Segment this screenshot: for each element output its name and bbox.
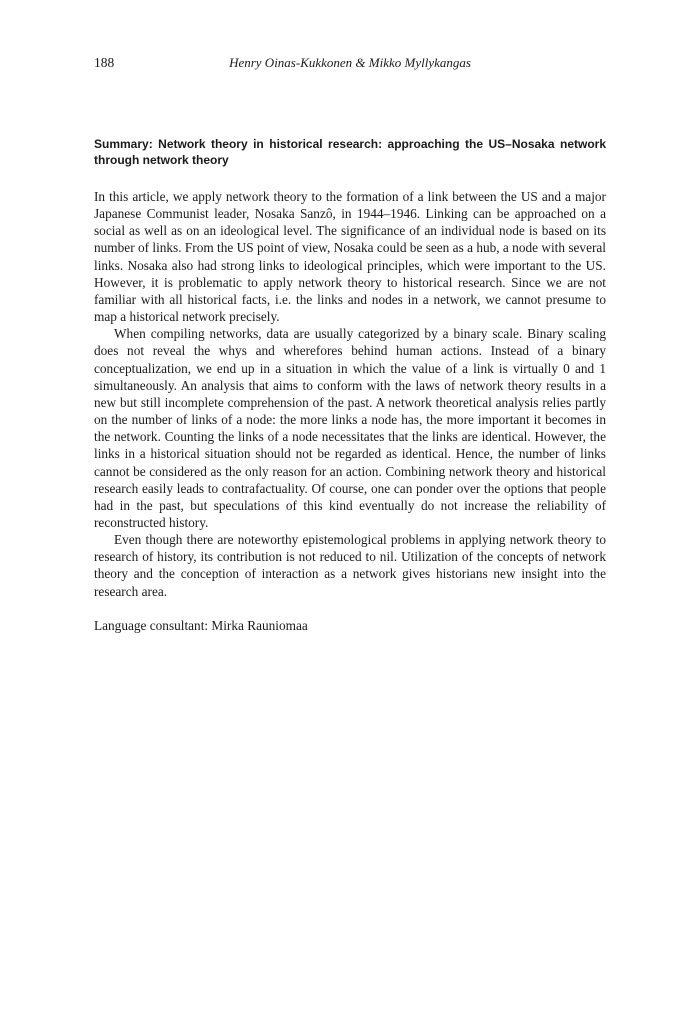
summary-paragraph-1: In this article, we apply network theory to the formation of a link between the US and a major Japanese Communist leader, Nosaka Sanzô, in 1944–1946. Linking can be approached on a social as well as on an ideological level. The significance of an individual node is based on its number of links. From the US point of view, Nosaka could be seen as a hub, a node with several links. Nosaka also had strong links to ideological principles, which were important to the US. However, it is problematic to apply network theory to historical research. Since we are not familiar with all historical facts, i.e. the links and nodes in a network, we cannot presume to map a historical network precisely.: [94, 189, 606, 325]
language-consultant-note: Language consultant: Mirka Rauniomaa: [94, 618, 308, 633]
summary-paragraph-2: When compiling networks, data are usually categorized by a binary scale. Binary scaling does not reveal the whys and wherefores behind human actions. Instead of a binary conceptualization, we end up in a situation in which the value of a link is virtually 0 and 1 simultaneously. An analysis that aims to conform with the laws of network theory results in a new but still incomplete comprehension of the past. A network theoretical analysis relies partly on the number of links of a node: the more links a node has, the more important it becomes in the network. Counting the links of a node necessitates that the links are identical. However, the links in a historical situation should not be regarded as identical. Hence, the number of links cannot be considered as the only reason for an action. Combining network theory and historical research easily leads to contrafactuality. Of course, one can ponder over the options that people had in the past, but speculations of this kind eventually do not increase the reliability of reconstructed history.: [94, 326, 606, 530]
running-header: [94, 55, 606, 73]
summary-title: Summary: Network theory in historical research: approaching the US–Nosaka network through network theory: [94, 137, 606, 167]
summary-paragraph-3: Even though there are noteworthy epistemological problems in applying network theory to research of history, its contribution is not reduced to nil. Utilization of the concepts of network theory and the conception of interaction as a network gives historians new insight into the research area.: [94, 532, 606, 599]
page-number: 188: [94, 55, 115, 70]
summary-body: [94, 188, 606, 600]
running-head-authors: Henry Oinas-Kukkonen & Mikko Myllykangas: [229, 55, 471, 70]
